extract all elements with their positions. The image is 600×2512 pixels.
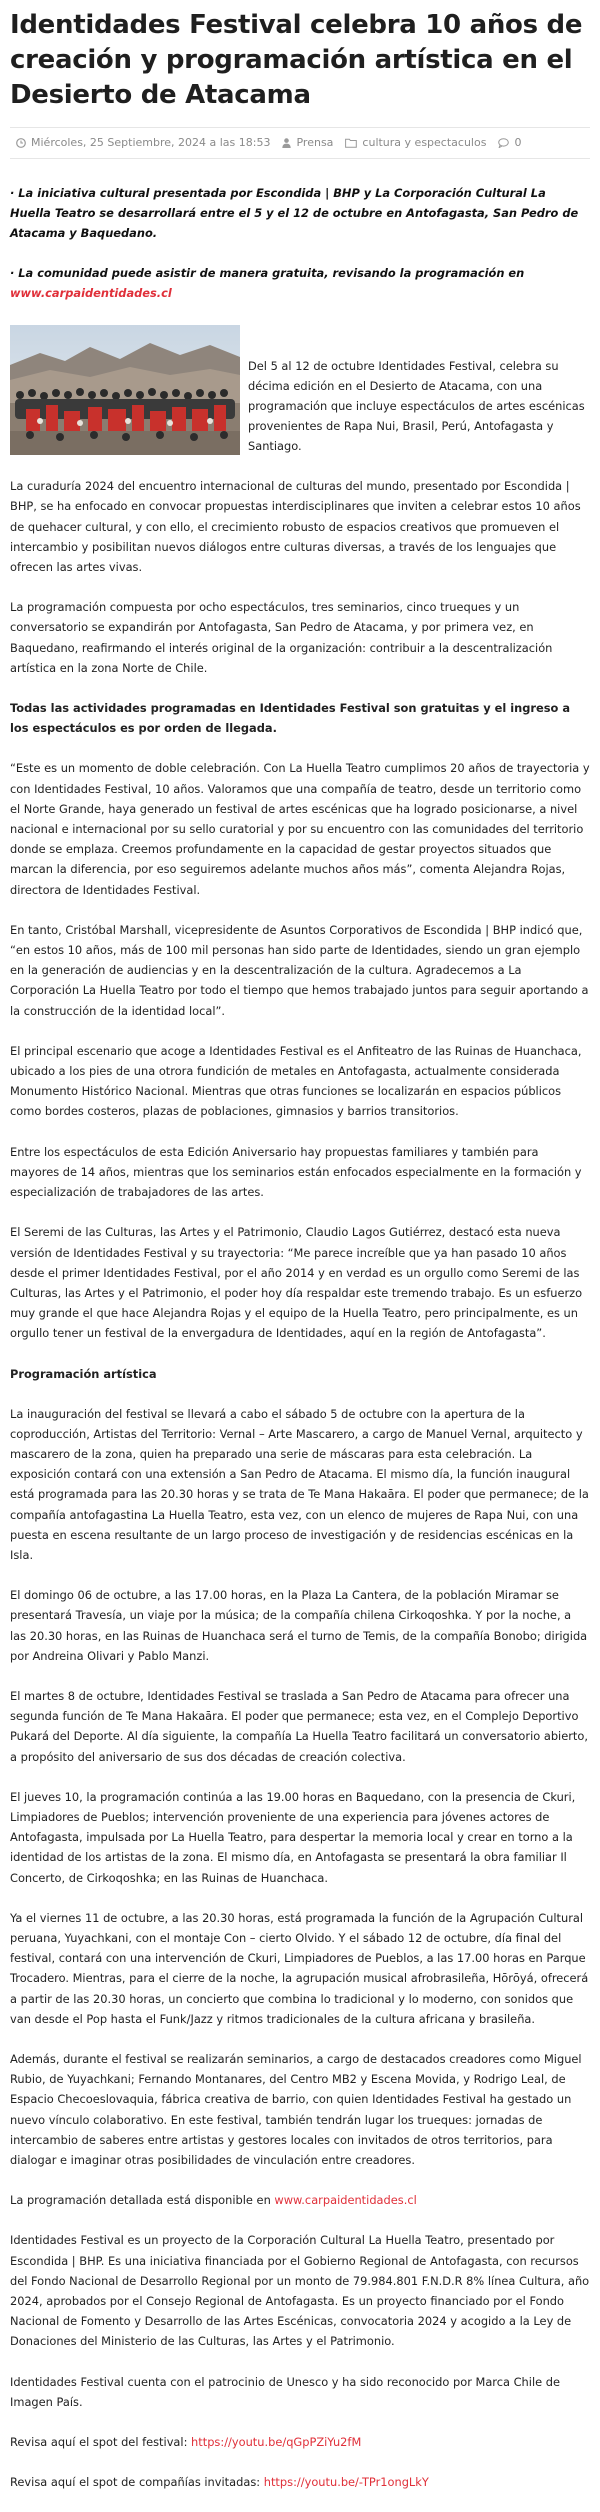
folder-icon — [345, 138, 357, 148]
spot-companies-paragraph — [10, 2472, 590, 2492]
body-paragraph: El principal escenario que acoge a Identidades Festival es el Anfiteatro de las Ruinas de Huanchaca, ubicado a los pies de una otrora fundición de metales en Antofagasta, actualmente considerada Monumento Histórico Nacional. Mientras que otras funciones se localizarán en espacios públicos como bordes costeros, plazas de poblaciones, gimnasios y barrios transitorios. — [10, 1043, 582, 1119]
meta-category[interactable] — [345, 133, 486, 153]
lead-paragraph-2-text: · La comunidad puede asistir de manera gratuita, revisando la programación en — [10, 266, 525, 281]
body-paragraph: La curaduría 2024 del encuentro internacional de culturas del mundo, presentado por Escondida | BHP, se ha enfocado en convocar propuestas interdisciplinares que inviten a celebrar estos 10 años de quehacer cultural, y con ello, el crecimiento robusto de espacios creativos que promueven el intercambio y posibilitan nuevos diálogos entre culturas diversas, a través de los lenguajes que ofrecen las artes vivas. — [10, 479, 581, 575]
article-title: Identidades Festival celebra 10 años de creación y programación artística en el Desierto de Atacama — [10, 10, 583, 110]
spot-companies-text: Revisa aquí el spot de compañías invitadas: — [10, 2475, 264, 2490]
article-lead — [10, 183, 590, 303]
lead-link-carpaidentidades[interactable]: www.carpaidentidades.cl — [10, 286, 172, 301]
program-paragraph: Además, durante el festival se realizarán seminarios, a cargo de destacados creadores como Miguel Rubio, de Yuyachkani; Fernando Montanares, del Centro MB2 y Escena Movida, y Rodrigo Leal, de Espacio Checoeslovaquia, fábrica creativa de barrio, con quien Identidades Festival ha gestado un nuevo vínculo colaborativo. En este festival, también tendrán lugar los trueques: jornadas de intercambio de saberes entre artistas y gestores locales con invitados de otros territorios, para dialogar e imaginar otras posibilidades de vinculación entre creadores. — [10, 2052, 582, 2168]
festival-group-photo — [10, 325, 240, 455]
section-heading: Programación artística — [10, 1366, 157, 1381]
clock-icon — [16, 138, 26, 148]
program-paragraph: El jueves 10, la programación continúa a las 19.00 horas en Baquedano, con la presencia de Ckuri, Limpiadores de Pueblos; intervención proveniente de una experiencia para jóvenes actores de Antofagasta, impulsada por La Huella Teatro, para despertar la memoria local y crear en torno a la identidad de los artistas de la zona. El mismo día, en Antofagasta se presentará la obra familiar Il Concerto, de Cirkoqoshka; en las Ruinas de Huanchaca. — [10, 1789, 576, 1885]
body-paragraph: La programación compuesta por ocho espectáculos, tres seminarios, cinco trueques y un conversatorio se expandirán por Antofagasta, San Pedro de Atacama, y por primera vez, en Baquedano, reafirmando el interés original de la organización: contribuir a la descentralización artística en la zona Norte de Chile. — [10, 600, 553, 675]
meta-comments[interactable] — [498, 133, 521, 153]
closing-paragraph: Identidades Festival es un proyecto de la Corporación Cultural La Huella Teatro, presentado por Escondida | BHP. Es una iniciativa financiada por el Gobierno Regional de Antofagasta, con recursos del Fondo Nacional de Desarrollo Regional por un monto de 79.984.801 F.N.D.R 8% línea Cultura, año 2024, aprobados por el Consejo Regional de Antofagasta. Es un proyecto financiado por el Fondo Nacional de Fomento y Desarrollo de las Artes Escénicas, convocatoria 2024 y acogido a la Ley de Donaciones del Ministerio de las Culturas, las Artes y el Patrimonio. — [10, 2233, 590, 2349]
spot-companies-link[interactable]: https://youtu.be/-TPr1ongLkY — [263, 2475, 429, 2490]
lead-paragraph-1: · La iniciativa cultural presentada por Escondida | BHP y La Corporación Cultural La Huella Teatro se desarrollará entre el 5 y el 12 de octubre en Antofagasta, San Pedro de Atacama y Baquedano. — [10, 186, 579, 241]
program-paragraph: Ya el viernes 11 de octubre, a las 20.30 horas, está programada la función de la Agrupación Cultural peruana, Yuyachkani, con el montaje Con – cierto Olvido. Y el sábado 12 de octubre, día final del festival, contará con una intervención de Ckuri, Limpiadores de Pueblos, a las 17.00 horas en Parque Trocadero. Mientras, para el cierre de la noche, la agrupación musical afrobrasileña, Hōrōyá, ofrecerá a partir de las 20.30 horas, un concierto que combina lo tradicional y lo moderno, con sonidos que van desde el Pop hasta el Funk/Jazz y ritmos tradicionales de la cultura africana y brasileña. — [10, 1910, 589, 2026]
body-paragraph: Entre los espectáculos de esta Edición Aniversario hay propuestas familiares y también para mayores de 14 años, mientras que los seminarios están enfocados especialmente en la formación y especialización de trabajadores de las artes. — [10, 1144, 582, 1200]
lead-paragraph-2 — [10, 263, 590, 303]
comment-icon — [498, 138, 509, 148]
body-paragraph: En tanto, Cristóbal Marshall, vicepresidente de Asuntos Corporativos de Escondida | BHP indicó que, “en estos 10 años, más de 100 mil personas han sido parte de Identidades, siendo un gran ejemplo en la generación de audiencias y en la descentralización de la cultura. Agradecemos a La Corporación La Huella Teatro por todo el tiempo que hemos trabajado juntos para seguir aportando a la construcción de la identidad local”. — [10, 922, 589, 1018]
meta-date — [16, 133, 270, 153]
meta-date-text: Miércoles, 25 Septiembre, 2024 a las 18:53 — [31, 136, 271, 149]
body-paragraph: “Este es un momento de doble celebración. Con La Huella Teatro cumplimos 20 años de trayectoria y con Identidades Festival, 10 años. Valoramos que una compañía de teatro, desde un territorio como el Norte Grande, haya generado un festival de artes escénicas que ha logrado posicionarse, a nivel nacional e internacional por su sello curatorial y por su encuentro con las comunidades del territorio donde se emplaza. Creemos profundamente en la capacidad de gestar proyectos situados que marcan la diferencia, por eso seguiremos adelante muchos años más”, comenta Alejandra Rojas, directora de Identidades Festival. — [10, 761, 590, 897]
closing-paragraph: Identidades Festival cuenta con el patrocinio de Unesco y ha sido reconocido por Marca Chile de Imagen País. — [10, 2374, 560, 2409]
detail-text: La programación detallada está disponible en — [10, 2193, 275, 2208]
intro-paragraph: Del 5 al 12 de octubre Identidades Festival, celebra su décima edición en el Desierto de Atacama, con una programación que incluye espectáculos de artes escénicas provenientes de Rapa Nui, Brasil, Perú, Antofagasta y Santiago. — [248, 359, 585, 454]
article-meta — [10, 127, 590, 159]
meta-author-text: Prensa — [296, 136, 334, 149]
user-icon — [282, 138, 291, 148]
detail-paragraph — [10, 2190, 590, 2210]
spot-festival-paragraph — [10, 2432, 590, 2452]
program-paragraph: El martes 8 de octubre, Identidades Festival se traslada a San Pedro de Atacama para ofrecer una segunda función de Te Mana Hakaāra. El poder que permanece; esta vez, en el Complejo Deportivo Pukará del Deporte. Al día siguiente, la compañía La Huella Teatro facilitará un conversatorio abierto, a propósito del aniversario de sus dos décadas de creación colectiva. — [10, 1688, 588, 1764]
meta-author[interactable] — [282, 133, 333, 153]
body-paragraph: El Seremi de las Culturas, las Artes y el Patrimonio, Claudio Lagos Gutiérrez, destacó esta nueva versión de Identidades Festival y su trayectoria: “Me parece increíble que ya han pasado 10 años desde el primer Identidades Festival, por el año 2014 y en verdad es un orgullo como Seremi de las Culturas, las Artes y el Patrimonio, el poder hoy día respaldar este tremendo trabajo. Es un esfuerzo muy grande el que hace Alejandra Rojas y el equipo de la Huella Teatro, pero principalmente, es un orgullo tener un festival de la envergadura de Identidades, aquí en la región de Antofagasta”. — [10, 1225, 583, 1341]
program-paragraph: El domingo 06 de octubre, a las 17.00 horas, en la Plaza La Cantera, de la población Miramar se presentará Travesía, un viaje por la música; de la compañía chilena Cirkoqoshka. Y por la noche, a las 20.30 horas, en las Ruinas de Huanchaca será el turno de Temis, de la compañía Bonobo; dirigida por Andreina Olivari y Pablo Manzi. — [10, 1588, 588, 1663]
spot-festival-text: Revisa aquí el spot del festival: — [10, 2435, 192, 2450]
festival-photo-illustration — [10, 325, 240, 455]
body-paragraph-highlight: Todas las actividades programadas en Identidades Festival son gratuitas y el ingreso a los espectáculos es por orden de llegada. — [10, 701, 571, 736]
program-paragraph: La inauguración del festival se llevará a cabo el sábado 5 de octubre con la apertura de la coproducción, Artistas del Territorio: Vernal – Arte Mascarero, a cargo de Manuel Vernal, arquitecto y mascarero de la zona, quien ha preparado una serie de máscaras para esta celebración. La exposición contará con una extensión a San Pedro de Atacama. El mismo día, la función inaugural está programada para las 20.30 horas y se trata de Te Mana Hakaāra. El poder que permanece; de la compañía antofagastina La Huella Teatro, esta vez, con un elenco de mujeres de Rapa Nui, con una puesta en escena resultante de un largo proceso de investigación y de residencias escénicas en la Isla. — [10, 1406, 589, 1562]
article-body — [10, 476, 590, 2492]
intro-block — [10, 323, 590, 456]
detail-link-carpaidentidades[interactable]: www.carpaidentidades.cl — [274, 2193, 417, 2208]
meta-comments-count: 0 — [514, 136, 522, 149]
spot-festival-link[interactable]: https://youtu.be/qGpPZiYu2fM — [191, 2435, 362, 2450]
meta-category-text: cultura y espectaculos — [362, 136, 487, 149]
